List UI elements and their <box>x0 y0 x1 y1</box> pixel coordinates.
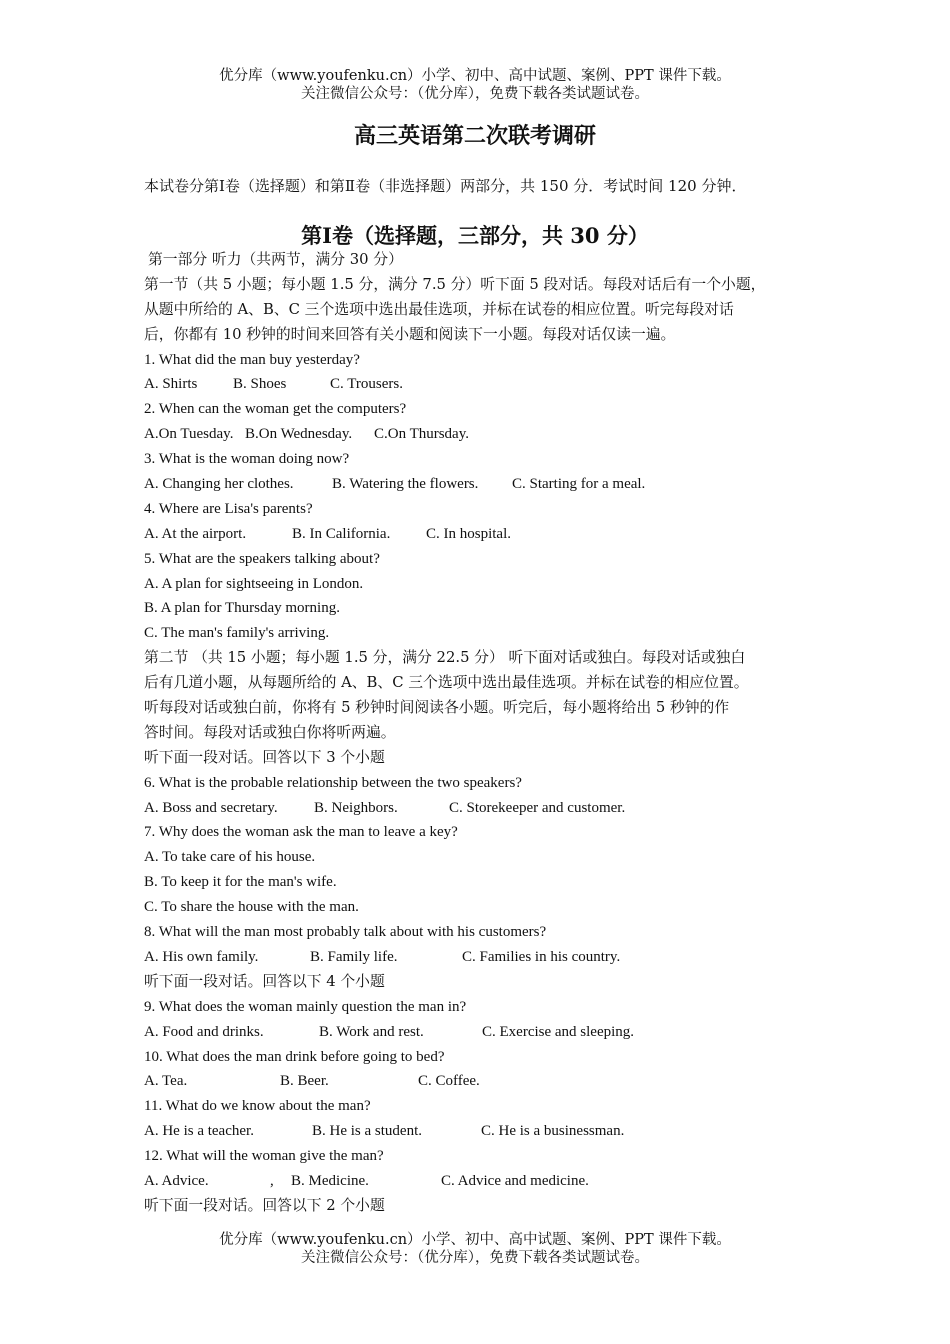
option-b: B. Beer. <box>280 1073 329 1090</box>
section1-instruction: 从题中所给的 A、B、C 三个选项中选出最佳选项，并标在试卷的相应位置。听完每段对话 <box>144 300 734 318</box>
option-a: A. At the airport. <box>144 525 247 542</box>
question-stem: 5. What are the speakers talking about? <box>144 550 380 567</box>
option-c: C. Storekeeper and customer. <box>449 799 626 816</box>
watermark-line-2: 关注微信公众号：（优分库），免费下载各类试题试卷。 <box>301 86 649 102</box>
question-stem: 11. What do we know about the man? <box>144 1098 371 1115</box>
option-c: C. Coffee. <box>418 1073 480 1090</box>
option-c: C. In hospital. <box>426 525 511 542</box>
part1-subtitle: 第一部分 听力（共两节，满分 30 分） <box>148 251 403 268</box>
option-c: C. To share the house with the man. <box>144 899 359 916</box>
question-stem: 7. Why does the woman ask the man to leave a key? <box>144 824 458 841</box>
question-options <box>144 796 824 821</box>
dialog-heading: 听下面一段对话。回答以下 3 个小题 <box>144 748 385 766</box>
question-stem: 10. What does the man drink before going to bed? <box>144 1048 445 1065</box>
footer-watermark <box>0 1231 950 1267</box>
option-a: A. He is a teacher. <box>144 1123 254 1140</box>
option-b: B. A plan for Thursday morning. <box>144 600 340 617</box>
watermark-line-2: 关注微信公众号：（优分库），免费下载各类试题试卷。 <box>301 1250 649 1266</box>
question-options <box>144 422 824 447</box>
section1-instruction: 后，你都有 10 秒钟的时间来回答有关小题和阅读下一小题。每段对话仅读一遍。 <box>144 325 676 343</box>
question-options <box>144 1020 824 1045</box>
option-c: C. The man's family's arriving. <box>144 625 330 642</box>
question-stem: 4. Where are Lisa's parents? <box>144 500 313 517</box>
part1-title: 第Ⅰ卷（选择题，三部分，共 30 分） <box>301 223 649 248</box>
option-c: C.On Thursday. <box>374 426 469 443</box>
question-stem: 2. When can the woman get the computers? <box>144 401 407 418</box>
question-options <box>144 945 824 970</box>
option-a: A.On Tuesday. <box>144 426 234 443</box>
question-stem: 12. What will the woman give the man? <box>144 1148 384 1165</box>
option-a: A. Tea. <box>144 1073 188 1090</box>
option-a: A. A plan for sightseeing in London. <box>144 575 364 592</box>
option-b: B. Medicine. <box>291 1172 369 1189</box>
option-b: B. Shoes <box>233 376 287 393</box>
question-options <box>144 472 824 497</box>
option-b: B. To keep it for the man's wife. <box>144 874 337 891</box>
section2-instruction: 听每段对话或独白前，你将有 5 秒钟时间阅读各小题。听完后，每小题将给出 5 秒钟的作 <box>144 699 730 717</box>
section2-instruction: 第二节 （共 15 小题；每小题 1.5 分，满分 22.5 分） 听下面对话或独白。每段对话或独白 <box>144 649 746 667</box>
option-b: B. Work and rest. <box>319 1023 424 1040</box>
question-options <box>144 1069 824 1094</box>
option-a: A. Food and drinks. <box>144 1023 264 1040</box>
option-a: A. Shirts <box>144 376 198 393</box>
option-c: C. Starting for a meal. <box>512 476 646 493</box>
question-stem: 8. What will the man most probably talk about with his customers? <box>144 924 547 941</box>
question-options <box>144 1169 824 1194</box>
exam-title: 高三英语第二次联考调研 <box>353 123 596 149</box>
option-a: A. His own family. <box>144 948 259 965</box>
option-a: A. To take care of his house. <box>144 849 316 866</box>
option-c: C. He is a businessman. <box>481 1123 625 1140</box>
option-b: B. Neighbors. <box>314 799 398 816</box>
option-b: B. In California. <box>292 525 391 542</box>
option-a: A. Advice. <box>144 1172 209 1189</box>
option-c: C. Exercise and sleeping. <box>482 1023 635 1040</box>
option-c: C. Trousers. <box>330 376 403 393</box>
section1-instruction: 第一节（共 5 小题；每小题 1.5 分，满分 7.5 分）听下面 5 段对话。每段对话后有一个小题， <box>144 275 766 293</box>
section2-instruction: 答时间。每段对话或独白你将听两遍。 <box>144 723 396 741</box>
question-stem: 3. What is the woman doing now? <box>144 451 350 468</box>
exam-intro: 本试卷分第Ⅰ卷（选择题）和第Ⅱ卷（非选择题）两部分，共 150 分．考试时间 120 分钟． <box>144 177 747 195</box>
watermark-line-1: 优分库（www.youfenku.cn）小学、初中、高中试题、案例、PPT 课件下载。 <box>219 68 731 84</box>
question-options <box>144 1119 824 1144</box>
question-options <box>144 522 824 547</box>
option-c: C. Families in his country. <box>462 948 621 965</box>
option-b: B.On Wednesday. <box>245 426 353 443</box>
exam-content <box>144 248 824 1219</box>
option-b: B. Family life. <box>310 948 398 965</box>
option-a: A. Changing her clothes. <box>144 476 294 493</box>
dialog-heading: 听下面一段对话。回答以下 2 个小题 <box>144 1196 385 1214</box>
section2-instruction: 后有几道小题，从每题所给的 A、B、C 三个选项中选出最佳选项。并标在试卷的相应位置。 <box>144 674 749 692</box>
question-stem: 6. What is the probable relationship between the two speakers? <box>144 774 522 791</box>
question-options <box>144 372 824 397</box>
question-stem: 9. What does the woman mainly question the man in? <box>144 998 467 1015</box>
option-b: B. He is a student. <box>312 1123 422 1140</box>
option-b: B. Watering the flowers. <box>332 476 479 493</box>
question-stem: 1. What did the man buy yesterday? <box>144 351 360 368</box>
header-watermark <box>0 67 950 103</box>
watermark-line-1: 优分库（www.youfenku.cn）小学、初中、高中试题、案例、PPT 课件下载。 <box>219 1232 731 1248</box>
dialog-heading: 听下面一段对话。回答以下 4 个小题 <box>144 972 385 990</box>
option-a: A. Boss and secretary. <box>144 799 278 816</box>
option-c: C. Advice and medicine. <box>441 1172 589 1189</box>
stray-comma: , <box>270 1172 274 1189</box>
